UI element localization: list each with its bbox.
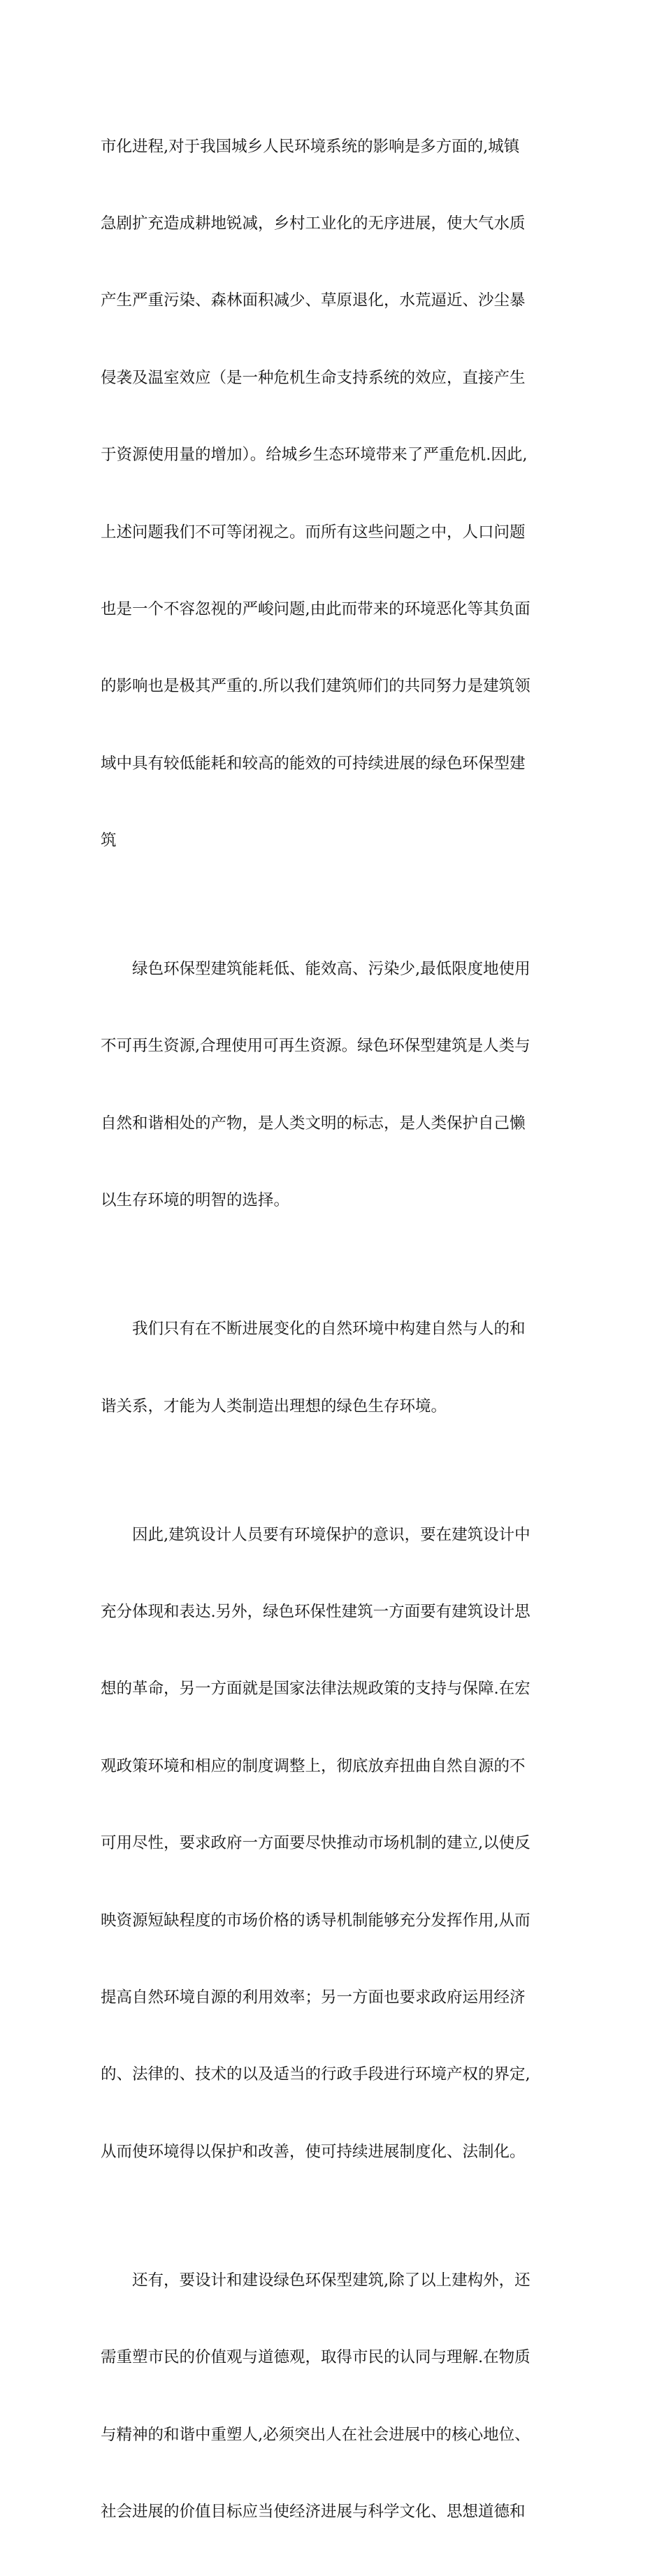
text-line: 的影响也是极其严重的.所以我们建筑师们的共同努力是建筑领 <box>101 677 531 696</box>
text-line: 观政策环境和相应的制度调整上，彻底放弃扭曲自然自源的不 <box>101 1756 526 1775</box>
text-line: 域中具有较低能耗和较高的能效的可持续进展的绿色环保型建 <box>101 754 526 773</box>
text-line: 想的革命，另一方面就是国家法律法规政策的支持与保障.在宏 <box>101 1680 531 1698</box>
text-line: 我们只有在不断进展变化的自然环境中构建自然与人的和 <box>101 1320 526 1339</box>
paragraph-1 <box>101 82 569 905</box>
text-line: 还有，要设计和建设绿色环保型建筑,除了以上建构外，还 <box>101 2271 531 2290</box>
text-line: 与精神的和谐中重塑人,必须突出人在社会进展中的核心地位、 <box>101 2425 531 2444</box>
text-line: 于资源使用量的增加）。给城乡生态环境带来了严重危机.因此, <box>101 446 528 465</box>
text-line: 可用尽性，要求政府一方面要尽快推动市场机制的建立,以使反 <box>101 1834 531 1853</box>
text-line: 上述问题我们不可等闭视之。而所有这些问题之中，人口问题 <box>101 523 526 541</box>
text-line: 需重塑市民的价值观与道德观，取得市民的认同与理解.在物质 <box>101 2348 531 2367</box>
text-line: 自然和谐相处的产物，是人类文明的标志，是人类保护自己懒 <box>101 1114 526 1133</box>
document-body <box>101 82 569 2576</box>
paragraph-2 <box>101 905 569 1265</box>
text-line: 不可再生资源,合理使用可再生资源。绿色环保型建筑是人类与 <box>101 1037 531 1056</box>
text-line: 充分体现和表达.另外，绿色环保性建筑一方面要有建筑设计思 <box>101 1603 531 1622</box>
paragraph-4 <box>101 1471 569 2216</box>
text-line: 市化进程,对于我国城乡人民环境系统的影响是多方面的,城镇 <box>101 137 520 156</box>
text-line: 也是一个不容忽视的严峻问题,由此而带来的环境恶化等其负面 <box>101 599 531 618</box>
text-line: 以生存环境的明智的选择。 <box>101 1191 290 1210</box>
text-line: 谐关系，才能为人类制造出理想的绿色生存环境。 <box>101 1397 447 1416</box>
text-line: 从而使环境得以保护和改善，使可持续进展制度化、法制化。 <box>101 2142 526 2161</box>
text-line: 绿色环保型建筑能耗低、能效高、污染少,最低限度地使用 <box>101 960 531 979</box>
text-line: 的、法律的、技术的以及适当的行政手段进行环境产权的界定, <box>101 2065 531 2084</box>
paragraph-3 <box>101 1265 569 1471</box>
text-line: 提高自然环境自源的利用效率；另一方面也要求政府运用经济 <box>101 1988 526 2007</box>
paragraph-5 <box>101 2216 569 2576</box>
text-line: 侵袭及温室效应（是一种危机生命支持系统的效应，直接产生 <box>101 368 526 387</box>
text-line: 映资源短缺程度的市场价格的诱导机制能够充分发挥作用,从而 <box>101 1911 531 1930</box>
text-line: 因此,建筑设计人员要有环境保护的意识，要在建筑设计中 <box>101 1525 531 1544</box>
text-line: 筑 <box>101 831 117 850</box>
text-line: 产生严重污染、森林面积减少、草原退化，水荒逼近、沙尘暴 <box>101 291 526 310</box>
text-line: 急剧扩充造成耕地锐减，乡村工业化的无序进展，使大气水质 <box>101 214 526 233</box>
text-line: 社会进展的价值目标应当使经济进展与科学文化、思想道德和 <box>101 2502 526 2521</box>
